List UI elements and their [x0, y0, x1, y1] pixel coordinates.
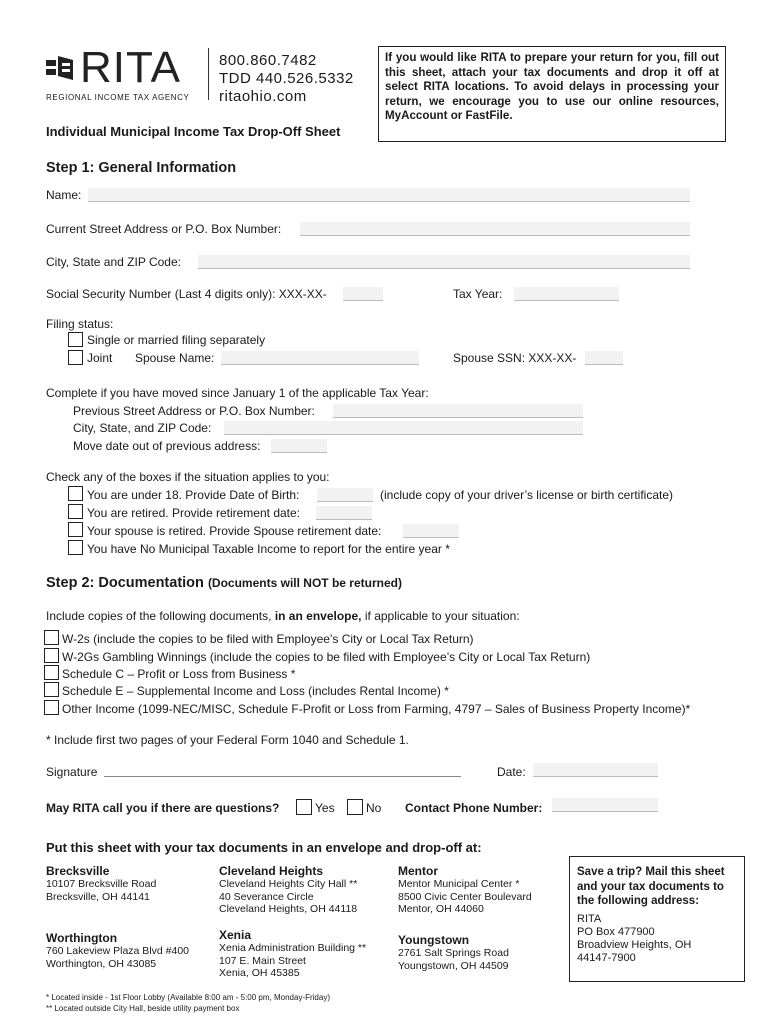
- call-no-checkbox[interactable]: [347, 799, 363, 815]
- location-name: Xenia: [219, 928, 252, 942]
- rita-logo-icon: [46, 54, 74, 82]
- location-name: Cleveland Heights: [219, 864, 324, 878]
- date-label: Date:: [497, 765, 526, 779]
- location-name: Youngstown: [398, 933, 470, 947]
- sheet-title: Individual Municipal Income Tax Drop-Off Sheet: [46, 124, 341, 139]
- spouse-retirement-date-field[interactable]: [403, 524, 459, 538]
- doc-checkbox-w2[interactable]: [44, 630, 59, 645]
- location-name: Worthington: [46, 931, 118, 945]
- location-worthington: [46, 931, 216, 970]
- doc-checkbox-schedule-e[interactable]: [44, 682, 59, 697]
- dob-field[interactable]: [317, 488, 373, 502]
- call-label: May RITA call you if there are questions?: [46, 801, 280, 815]
- logo-subtitle: REGIONAL INCOME TAX AGENCY: [46, 93, 190, 102]
- step1-title: Step 1: General Information: [46, 160, 237, 176]
- address-label: Current Street Address or P.O. Box Number:: [46, 222, 282, 236]
- mail-line: RITA: [577, 912, 602, 925]
- filing-status-label: Filing status:: [46, 317, 114, 331]
- city-field[interactable]: [198, 255, 690, 269]
- retirement-date-field[interactable]: [316, 506, 372, 520]
- location-line: 107 E. Main Street: [219, 954, 306, 967]
- include-post: if applicable to your situation:: [364, 609, 520, 623]
- under18-note: (include copy of your driver’s license or birth certificate): [380, 488, 674, 502]
- single-checkbox[interactable]: [68, 332, 83, 347]
- check-label: Check any of the boxes if the situation applies to you:: [46, 470, 330, 484]
- location-brecksville: [46, 864, 216, 903]
- mail-address-box: [569, 856, 745, 982]
- footnote: * Include first two pages of your Federal Form 1040 and Schedule 1.: [46, 733, 409, 747]
- location-line: 8500 Civic Center Boulevard: [398, 890, 532, 903]
- location-name: Mentor: [398, 864, 438, 878]
- city-label: City, State and ZIP Code:: [46, 255, 181, 269]
- doc-checkbox-other[interactable]: [44, 700, 59, 715]
- doc-label-schedule-c: Schedule C – Profit or Loss from Business *: [62, 667, 296, 681]
- header-divider: [208, 48, 209, 100]
- tdd-number: TDD 440.526.5332: [219, 70, 354, 87]
- no-income-checkbox[interactable]: [68, 540, 83, 555]
- prev-address-field[interactable]: [333, 404, 583, 418]
- mail-line: 44147-7900: [577, 951, 636, 964]
- spouse-ssn-field[interactable]: [585, 351, 623, 365]
- spouse-retired-label: Your spouse is retired. Provide Spouse retirement date:: [87, 524, 382, 538]
- tax-year-field[interactable]: [514, 287, 619, 301]
- contact-block: [219, 52, 354, 106]
- name-label: Name:: [46, 188, 82, 202]
- prev-city-label: City, State, and ZIP Code:: [73, 421, 212, 435]
- signature-label: Signature: [46, 765, 98, 779]
- mail-line: PO Box 477900: [577, 925, 655, 938]
- include-pre: Include copies of the following documents,: [46, 609, 272, 623]
- joint-checkbox[interactable]: [68, 350, 83, 365]
- location-xenia: [219, 928, 394, 980]
- location-line: Cleveland Heights, OH 44118: [219, 903, 358, 915]
- prev-city-field[interactable]: [224, 421, 583, 435]
- footnote-double-star: ** Located outside City Hall, beside utility payment box: [46, 1004, 240, 1013]
- move-date-label: Move date out of previous address:: [73, 439, 261, 453]
- location-mentor: [398, 864, 566, 916]
- location-name: Brecksville: [46, 864, 110, 878]
- location-line: Xenia Administration Building **: [219, 942, 367, 954]
- dropoff-title: Put this sheet with your tax documents in an envelope and drop-off at:: [46, 840, 482, 855]
- name-field[interactable]: [88, 188, 690, 202]
- mail-title: Save a trip? Mail this sheet and your tax documents to the following address:: [577, 866, 725, 907]
- move-date-field[interactable]: [271, 439, 327, 453]
- prev-address-label: Previous Street Address or P.O. Box Number:: [73, 404, 315, 418]
- location-line: Youngstown, OH 44509: [398, 959, 509, 972]
- doc-checkbox-schedule-c[interactable]: [44, 665, 59, 680]
- doc-label-other: Other Income (1099-NEC/MISC, Schedule F-Profit or Loss from Farming, 4797 – Sales of Business Property Income)*: [62, 702, 691, 716]
- location-cleveland-heights: [219, 864, 394, 916]
- signature-line[interactable]: [104, 776, 461, 777]
- location-line: 10107 Brecksville Road: [46, 878, 157, 890]
- mail-line: Broadview Heights, OH: [577, 938, 692, 951]
- call-no-label: No: [366, 801, 382, 815]
- step2-title-text: Step 2: Documentation: [46, 575, 204, 591]
- spouse-retired-checkbox[interactable]: [68, 522, 83, 537]
- logo-word: RITA: [80, 43, 181, 92]
- contact-phone-label: Contact Phone Number:: [405, 801, 543, 815]
- location-line: Cleveland Heights City Hall **: [219, 878, 358, 890]
- location-line: Brecksville, OH 44141: [46, 890, 150, 903]
- step2-title-note: (Documents will NOT be returned): [207, 576, 402, 590]
- spouse-ssn-label: Spouse SSN: XXX-XX-: [453, 351, 577, 365]
- single-label: Single or married filing separately: [87, 333, 266, 347]
- location-line: 40 Severance Circle: [219, 890, 314, 903]
- spouse-name-field[interactable]: [221, 351, 419, 365]
- retired-checkbox[interactable]: [68, 504, 83, 519]
- doc-label-schedule-e: Schedule E – Supplemental Income and Loss (includes Rental Income) *: [62, 684, 449, 698]
- website: ritaohio.com: [219, 88, 307, 105]
- doc-label-w2: W-2s (include the copies to be filed with Employee’s City or Local Tax Return): [62, 632, 474, 646]
- phone-number: 800.860.7482: [219, 52, 317, 69]
- include-bold: in an envelope,: [274, 609, 362, 623]
- doc-label-w2g: W-2Gs Gambling Winnings (include the copies to be filed with Employee’s City or Local Tax Return): [62, 650, 591, 664]
- location-youngstown: [398, 933, 566, 972]
- no-income-label: You have No Municipal Taxable Income to report for the entire year *: [87, 542, 450, 556]
- include-text: [46, 609, 520, 623]
- location-line: Mentor, OH 44060: [398, 903, 484, 915]
- moved-label: Complete if you have moved since January 1 of the applicable Tax Year:: [46, 386, 429, 400]
- ssn-field[interactable]: [343, 287, 383, 301]
- contact-phone-field[interactable]: [552, 798, 658, 812]
- joint-label: Joint: [87, 351, 113, 365]
- call-yes-checkbox[interactable]: [296, 799, 312, 815]
- location-line: Worthington, OH 43085: [46, 957, 157, 970]
- doc-checkbox-w2g[interactable]: [44, 648, 59, 663]
- date-field[interactable]: [533, 763, 658, 777]
- under18-checkbox[interactable]: [68, 486, 83, 501]
- under18-label: You are under 18. Provide Date of Birth:: [87, 488, 300, 502]
- call-yes-label: Yes: [315, 801, 335, 815]
- location-line: Mentor Municipal Center *: [398, 878, 520, 890]
- rita-logo: [46, 43, 206, 108]
- location-line: 760 Lakeview Plaza Blvd #400: [46, 945, 190, 957]
- footnote-single-star: * Located inside - 1st Floor Lobby (Available 8:00 am - 5:00 pm, Monday-Friday): [46, 993, 330, 1002]
- location-line: Xenia, OH 45385: [219, 967, 300, 979]
- tax-year-label: Tax Year:: [453, 287, 503, 301]
- notice-box: If you would like RITA to prepare your return for you, fill out this sheet, attach your tax documents and drop it off at select RITA locations. To avoid delays in processing your return, we encourage you to use our online resources, MyAccount or FastFile.: [378, 46, 726, 142]
- spouse-name-label: Spouse Name:: [135, 351, 215, 365]
- ssn-label: Social Security Number (Last 4 digits only): XXX-XX-: [46, 287, 327, 301]
- step2-title: [46, 575, 402, 591]
- location-line: 2761 Salt Springs Road: [398, 947, 509, 959]
- retired-label: You are retired. Provide retirement date:: [87, 506, 301, 520]
- address-field[interactable]: [300, 222, 690, 236]
